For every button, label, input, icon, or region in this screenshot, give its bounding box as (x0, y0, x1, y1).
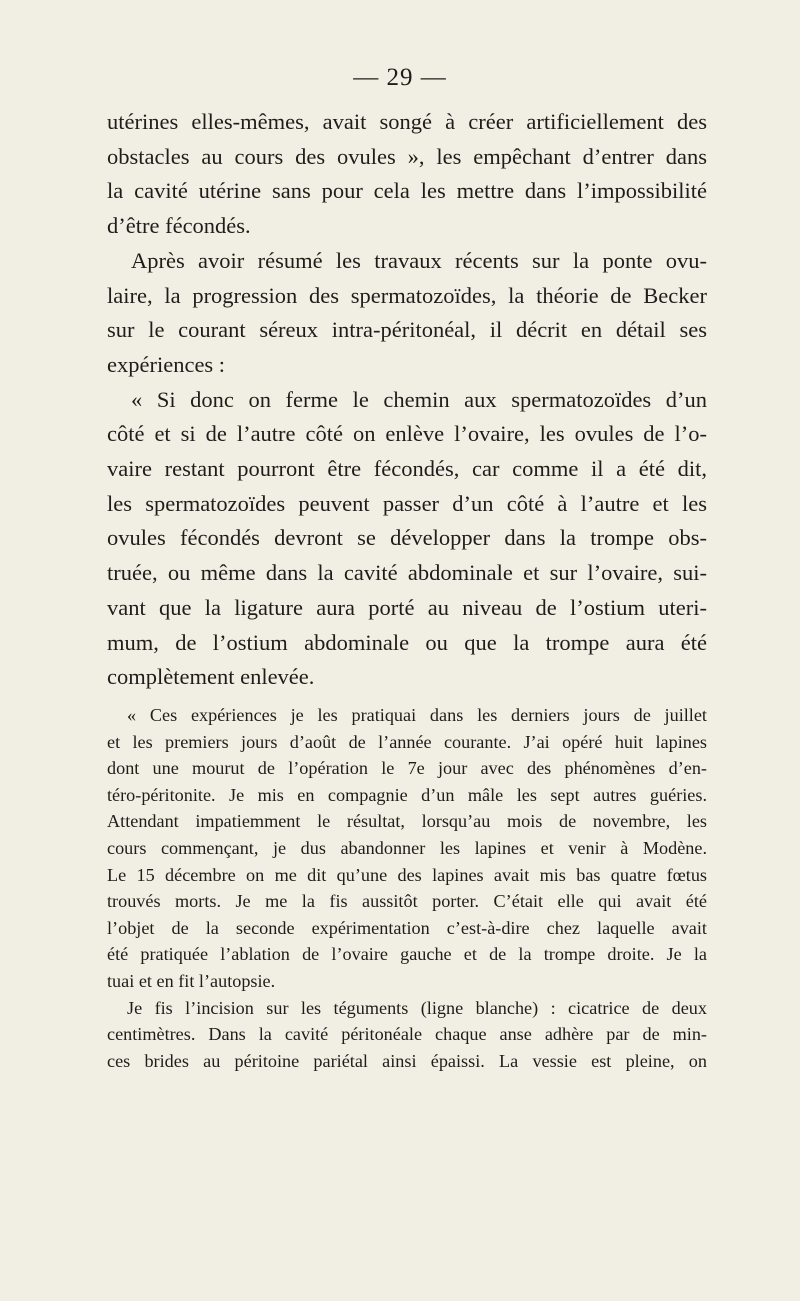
text-line: complètement enlevée. (107, 664, 315, 690)
text-line: vaire restant pourront être fécondés, car comme il a été dit, (107, 456, 707, 482)
text-line: expériences : (107, 351, 226, 377)
text-line: vant que la ligature aura porté au niveau de l’ostium uteri- (107, 594, 707, 620)
text-line: d’être fécondés. (107, 213, 251, 239)
text-line: et les premiers jours d’août de l’année courante. J’ai opéré huit lapines (107, 731, 707, 752)
text-line: l’objet de la seconde expérimentation c’est-à-dire chez laquelle avait (107, 917, 707, 938)
text-line: dont une mourut de l’opération le 7e jour avec des phénomènes d’en- (107, 758, 707, 779)
text-line: cours commençant, je dus abandonner les lapines et venir à Modène. (107, 837, 707, 858)
text-line: ces brides au péritoine pariétal ainsi épaissi. La vessie est pleine, on (107, 1050, 707, 1071)
text-line: trouvés morts. Je me la fis aussitôt porter. C’était elle qui avait été (107, 891, 707, 912)
main-text-block (107, 105, 707, 695)
text-line: mum, de l’ostium abdominale ou que la trompe aura été (107, 629, 707, 655)
text-line: la cavité utérine sans pour cela les mettre dans l’impossibilité (107, 178, 707, 204)
quoted-text-block (107, 702, 707, 1074)
page-number: — 29 — (353, 64, 447, 91)
text-line: Attendant impatiemment le résultat, lorsqu’au mois de novembre, les (107, 811, 707, 832)
text-line: ovules fécondés devront se développer dans la trompe obs- (107, 525, 707, 551)
text-line: utérines elles-mêmes, avait songé à créer artificiellement des (107, 109, 707, 134)
text-line: été pratiquée l’ablation de l’ovaire gauche et de la trompe droite. Je la (107, 944, 707, 965)
text-line: côté et si de l’autre côté on enlève l’ovaire, les ovules de l’o- (107, 421, 707, 447)
text-line: « Si donc on ferme le chemin aux spermatozoïdes d’un (131, 386, 707, 412)
text-line: tuai et en fit l’autopsie. (107, 970, 276, 991)
text-line: truée, ou même dans la cavité abdominale et sur l’ovaire, sui- (107, 560, 707, 586)
text-line: sur le courant séreux intra-péritonéal, il décrit en détail ses (107, 317, 707, 343)
text-line: « Ces expériences je les pratiquai dans les derniers jours de juillet (127, 705, 707, 725)
text-line: centimètres. Dans la cavité péritonéale chaque anse adhère par de min- (107, 1024, 707, 1045)
text-line: Je fis l’incision sur les téguments (ligne blanche) : cicatrice de deux (127, 997, 707, 1018)
text-line: laire, la progression des spermatozoïdes, la théorie de Becker (107, 282, 707, 308)
text-line: Après avoir résumé les travaux récents sur la ponte ovu- (131, 247, 707, 273)
text-line: obstacles au cours des ovules », les empêchant d’entrer dans (107, 143, 707, 169)
text-line: téro-péritonite. Je mis en compagnie d’un mâle les sept autres guéries. (107, 784, 707, 805)
text-line: Le 15 décembre on me dit qu’une des lapines avait mis bas quatre fœtus (107, 864, 707, 885)
text-line: les spermatozoïdes peuvent passer d’un côté à l’autre et les (107, 490, 707, 516)
